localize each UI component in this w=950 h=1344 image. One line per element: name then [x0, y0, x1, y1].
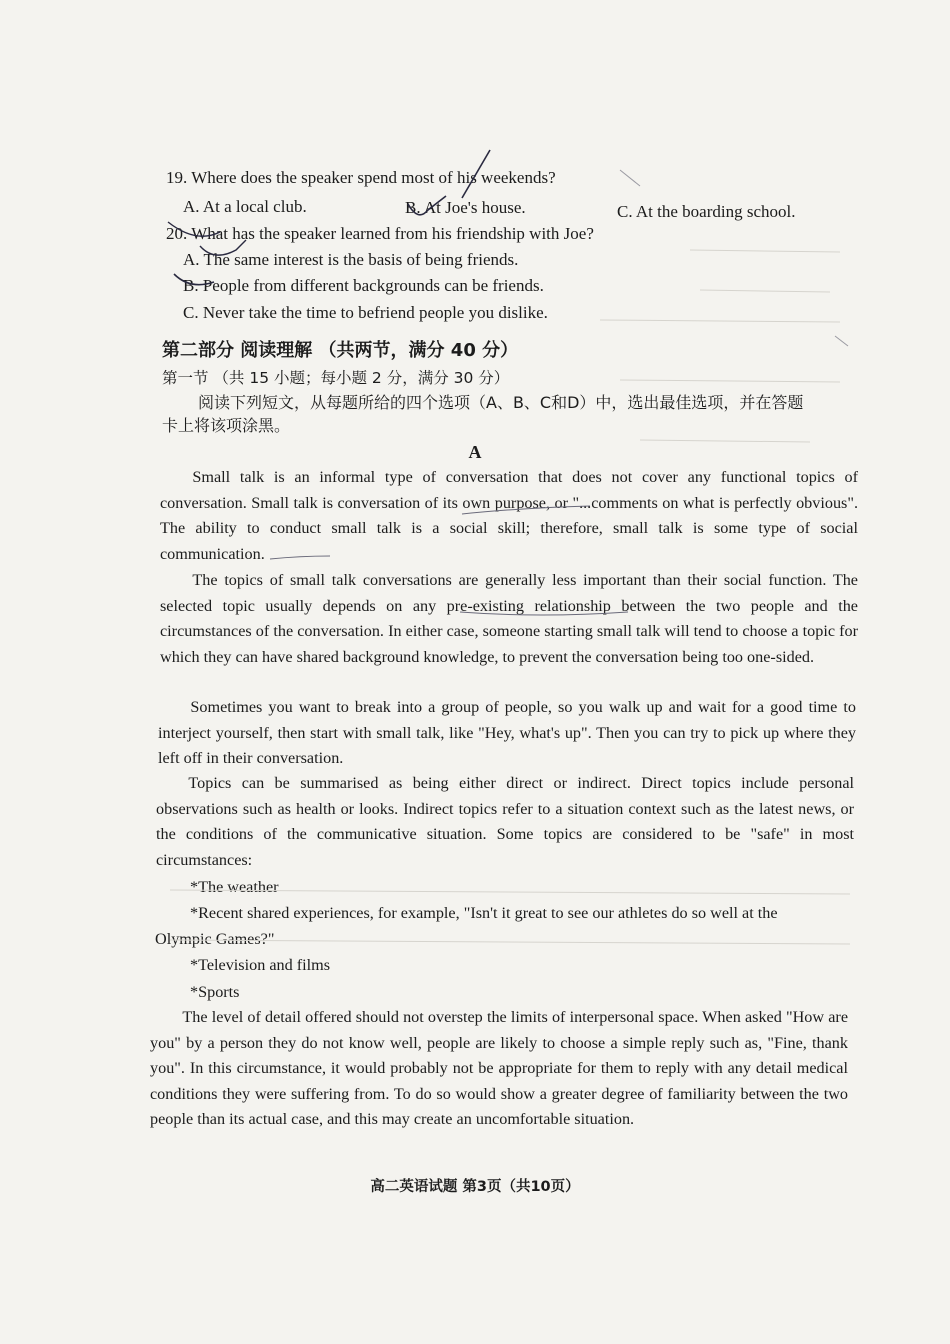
- instruction-line-2: 卡上将该项涂黑。: [162, 416, 291, 435]
- paragraph-4-text: Topics can be summarised as being either direct or indirect. Direct topics include personal observations such as health or looks. Indirect topics refer to a situation context such as the latest news, or the conditions of the communicative situation. Some topics are considered to be "safe" in most circumstances:: [156, 774, 854, 869]
- passage-paragraph-5: [150, 1005, 848, 1133]
- question-19-option-a: A. At a local club.: [183, 197, 307, 216]
- passage-paragraph-4: [156, 771, 854, 873]
- subsection-title: 第一节 （共 15 小题；每小题 2 分，满分 30 分）: [162, 369, 510, 387]
- bullet-shared-experiences: *Recent shared experiences, for example, "Isn't it great to see our athletes do so well at the: [190, 904, 778, 922]
- passage-paragraph-3: [158, 695, 856, 772]
- question-19-option-c: C. At the boarding school.: [617, 202, 796, 221]
- bullet-sports: *Sports: [190, 983, 240, 1001]
- question-20-option-a: A. The same interest is the basis of being friends.: [183, 250, 519, 269]
- paragraph-3-text: Sometimes you want to break into a group of people, so you walk up and wait for a good time to interject yourself, then start with small talk, like "Hey, what's up". Then you can try to pick up where they left off in their conversation.: [158, 698, 856, 768]
- paragraph-5-text: The level of detail offered should not overstep the limits of interpersonal space. When asked "How are you" by a person they do not know well, people are likely to choose a simple reply such as, "Fine, thank you". In this circumstance, it would probably not be appropriate for them to reply with any detail medical conditions they were suffering from. To do so would show a greater degree of familiarity between the two people than its actual case, and this may create an uncomfortable situation.: [150, 1008, 848, 1129]
- passage-label: A: [468, 442, 482, 462]
- instruction-line-1: 阅读下列短文，从每题所给的四个选项（A、B、C和D）中，选出最佳选项，并在答题: [198, 393, 804, 412]
- page-footer: 高二英语试题 第3页（共10页）: [370, 1179, 580, 1195]
- passage-paragraph-1: [160, 465, 858, 567]
- bullet-television: *Television and films: [190, 956, 331, 974]
- paragraph-1-text: Small talk is an informal type of conversation that does not cover any functional topics of conversation. Small talk is conversation of its own purpose, or "...comments on what is perfectly obvious". The ability to conduct small talk is a social skill; therefore, small talk is some type of social communication.: [160, 468, 858, 563]
- question-19-option-b: B. At Joe's house.: [405, 198, 526, 217]
- question-20-option-c: C. Never take the time to befriend people you dislike.: [183, 303, 548, 322]
- part-title: 第二部分 阅读理解 （共两节，满分 40 分）: [162, 340, 519, 361]
- question-19-stem: 19. Where does the speaker spend most of his weekends?: [166, 168, 556, 187]
- bullet-weather: *The weather: [190, 878, 279, 896]
- question-20-option-b: B. People from different backgrounds can be friends.: [183, 276, 544, 295]
- bullet-shared-experiences-cont: Olympic Games?": [155, 930, 275, 948]
- question-20-stem: 20. What has the speaker learned from his friendship with Joe?: [166, 224, 594, 243]
- passage-paragraph-2: [160, 568, 858, 670]
- paragraph-2-text: The topics of small talk conversations are generally less important than their social function. The selected topic usually depends on any pre-existing relationship between the two people and the circumstances of the conversation. In either case, someone starting small talk will tend to choose a topic for which they can have shared background knowledge, to prevent the conversation being too one-sided.: [160, 571, 858, 666]
